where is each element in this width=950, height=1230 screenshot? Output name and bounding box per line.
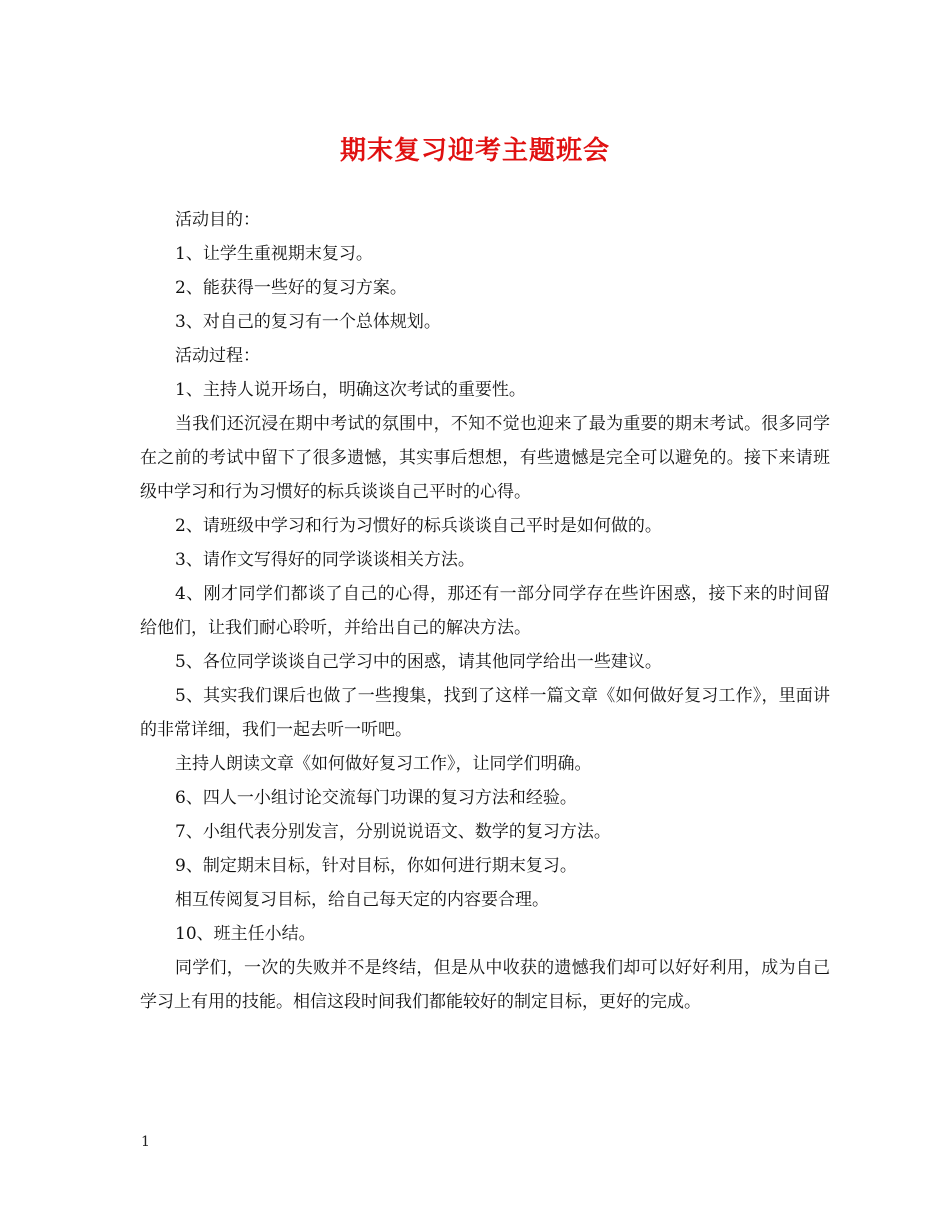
paragraph: 10、班主任小结。	[175, 924, 316, 944]
paragraph: 2、请班级中学习和行为习惯好的标兵谈谈自己平时是如何做的。	[175, 516, 662, 536]
paragraph: 1、主持人说开场白，明确这次考试的重要性。	[175, 380, 526, 400]
paragraph: 5、其实我们课后也做了一些搜集，找到了这样一篇文章《如何做好复习工作》，里面讲的非常详细，我们一起去听一听吧。	[140, 686, 830, 740]
paragraph: 5、各位同学谈谈自己学习中的困惑，请其他同学给出一些建议。	[175, 652, 662, 672]
page-number: 1	[141, 1134, 150, 1150]
paragraph: 3、对自己的复习有一个总体规划。	[175, 312, 441, 332]
paragraph: 7、小组代表分别发言，分别说说语文、数学的复习方法。	[175, 822, 611, 842]
paragraph: 相互传阅复习目标，给自己每天定的内容要合理。	[175, 890, 549, 910]
paragraph: 6、四人一小组讨论交流每门功课的复习方法和经验。	[175, 788, 577, 808]
paragraph: 同学们，一次的失败并不是终结，但是从中收获的遗憾我们却可以好好利用，成为自己学习上有用的技能。相信这段时间我们都能较好的制定目标，更好的完成。	[140, 958, 830, 1012]
paragraph: 活动目的：	[175, 210, 260, 230]
paragraph: 3、请作文写得好的同学谈谈相关方法。	[175, 550, 475, 570]
paragraph: 主持人朗读文章《如何做好复习工作》，让同学们明确。	[175, 754, 592, 774]
paragraph: 当我们还沉浸在期中考试的氛围中，不知不觉也迎来了最为重要的期末考试。很多同学在之前的考试中留下了很多遗憾，其实事后想想，有些遗憾是完全可以避免的。接下来请班级中学习和行为习惯好的标兵谈谈自己平时的心得。	[140, 414, 830, 502]
paragraph: 4、刚才同学们都谈了自己的心得，那还有一部分同学存在些许困惑，接下来的时间留给他们，让我们耐心聆听，并给出自己的解决方法。	[140, 584, 830, 638]
paragraph: 1、让学生重视期末复习。	[175, 244, 373, 264]
document-body	[140, 203, 830, 1019]
paragraph: 2、能获得一些好的复习方案。	[175, 278, 407, 298]
paragraph: 活动过程：	[175, 346, 260, 366]
paragraph: 9、制定期末目标，针对目标，你如何进行期末复习。	[175, 856, 577, 876]
document-title: 期末复习迎考主题班会	[339, 136, 610, 166]
